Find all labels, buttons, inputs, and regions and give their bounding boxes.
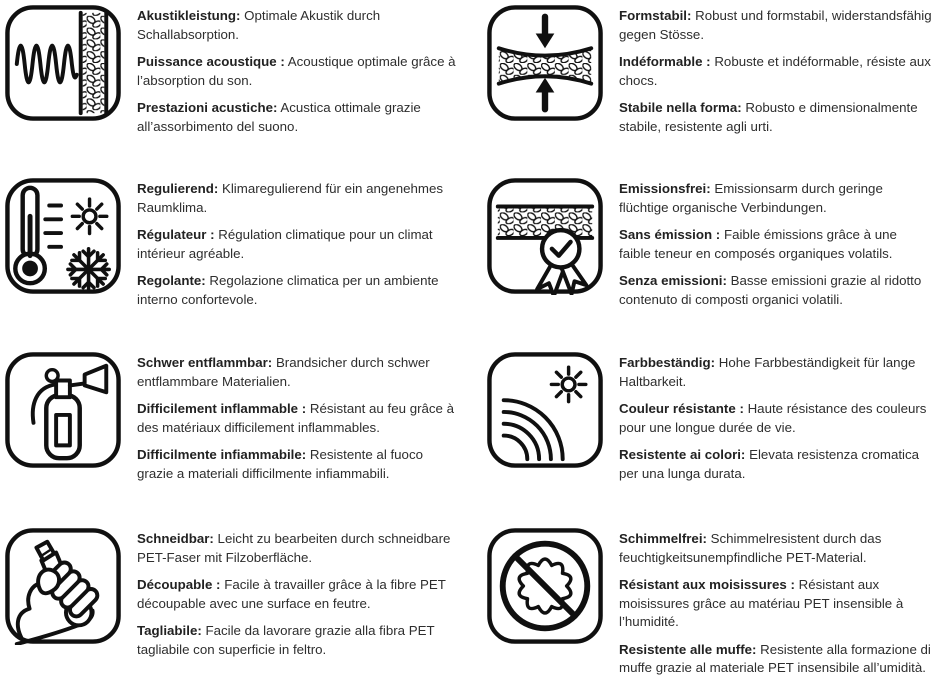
feature-entry: Akustikleistung: Optimale Akustik durch Schallabsorption. [137, 8, 381, 42]
feature-text-flame [137, 351, 462, 492]
feature-entry: Schimmelfrei: Schimmelresistent durch das feuchtigkeitsunempfindliche PET-Material. [619, 531, 882, 565]
feature-entry: Prestazioni acustiche: Acustica ottimale grazie all’assorbimento del suono. [137, 100, 421, 134]
feature-text-form-stability [619, 4, 932, 145]
feature-text-mold [619, 527, 932, 687]
feature-card-mold [468, 527, 936, 687]
feature-entry: Difficilmente infiammabile: Resistente al fuoco grazie a materiali difficilmente infiammabili. [137, 447, 423, 481]
climate-regulating-icon [4, 177, 122, 295]
feature-card-colorfast [468, 351, 936, 527]
feature-entry: Résistant aux moisissures : Résistant aux moisissures grâce au matériau PET insensible à l’humidité. [619, 577, 904, 629]
feature-entry: Puissance acoustique : Acoustique optimale grâce à l’absorption du son. [137, 54, 456, 88]
feature-entry: Emissionsfrei: Emissionsarm durch geringe flüchtige organische Verbindungen. [619, 181, 883, 215]
feature-entry: Resistente ai colori: Elevata resistenza cromatica per una lunga durata. [619, 447, 920, 481]
feature-entry: Découpable : Facile à travailler grâce à la fibre PET découpable avec une surface en feutre. [137, 577, 446, 611]
feature-card-climate [0, 177, 468, 351]
feature-card-cuttable [0, 527, 468, 687]
feature-entry: Regulierend: Klimaregulierend für ein angenehmes Raumklima. [137, 181, 443, 215]
feature-entry: Schneidbar: Leicht zu bearbeiten durch schneidbare PET-Faser mit Filzoberfläche. [137, 531, 451, 565]
feature-text-colorfast [619, 351, 932, 492]
feature-entry: Formstabil: Robust und formstabil, widerstandsfähig gegen Stösse. [619, 8, 932, 42]
feature-text-acoustic [137, 4, 462, 145]
feature-text-cuttable [137, 527, 462, 668]
feature-entry: Schwer entflammbar: Brandsicher durch schwer entflammbare Materialien. [137, 355, 430, 389]
feature-entry: Resistente alle muffe: Resistente alla formazione di muffe grazie al materiale PET insensibile all’umidità. [619, 641, 931, 675]
mold-resistant-icon [486, 527, 604, 645]
shape-stability-icon [486, 4, 604, 122]
feature-entry: Régulateur : Régulation climatique pour un climat intérieur agréable. [137, 227, 433, 261]
feature-card-flame [0, 351, 468, 527]
feature-entry: Couleur résistante : Haute résistance des couleurs pour une longue durée de vie. [619, 401, 927, 435]
feature-entry: Indéformable : Robuste et indéformable, résiste aux chocs. [619, 54, 931, 88]
feature-entry: Regolante: Regolazione climatica per un ambiente interno confortevole. [137, 273, 439, 307]
feature-card-form-stability [468, 4, 936, 177]
low-emission-icon [486, 177, 604, 295]
feature-card-emission [468, 177, 936, 351]
feature-text-emission [619, 177, 932, 318]
feature-entry: Tagliabile: Facile da lavorare grazie alla fibra PET tagliabile con superficie in feltro. [137, 623, 435, 657]
feature-entry: Senza emissioni: Basse emissioni grazie al ridotto contenuto di composti organici volatili. [619, 273, 922, 307]
feature-card-acoustic [0, 4, 468, 177]
colorfast-icon [486, 351, 604, 469]
feature-entry: Stabile nella forma: Robusto e dimensionalmente stabile, resistente agli urti. [619, 100, 918, 134]
cuttable-icon [4, 527, 122, 645]
feature-entry: Sans émission : Faible émissions grâce à une faible teneur en composés organiques volatils. [619, 227, 897, 261]
feature-entry: Difficilement inflammable : Résistant au feu grâce à des matériaux difficilement inflammables. [137, 401, 455, 435]
feature-entry: Farbbeständig: Hohe Farbbeständigkeit für lange Haltbarkeit. [619, 355, 916, 389]
feature-text-climate [137, 177, 462, 318]
flame-retardant-icon [4, 351, 122, 469]
sound-absorption-icon [4, 4, 122, 122]
